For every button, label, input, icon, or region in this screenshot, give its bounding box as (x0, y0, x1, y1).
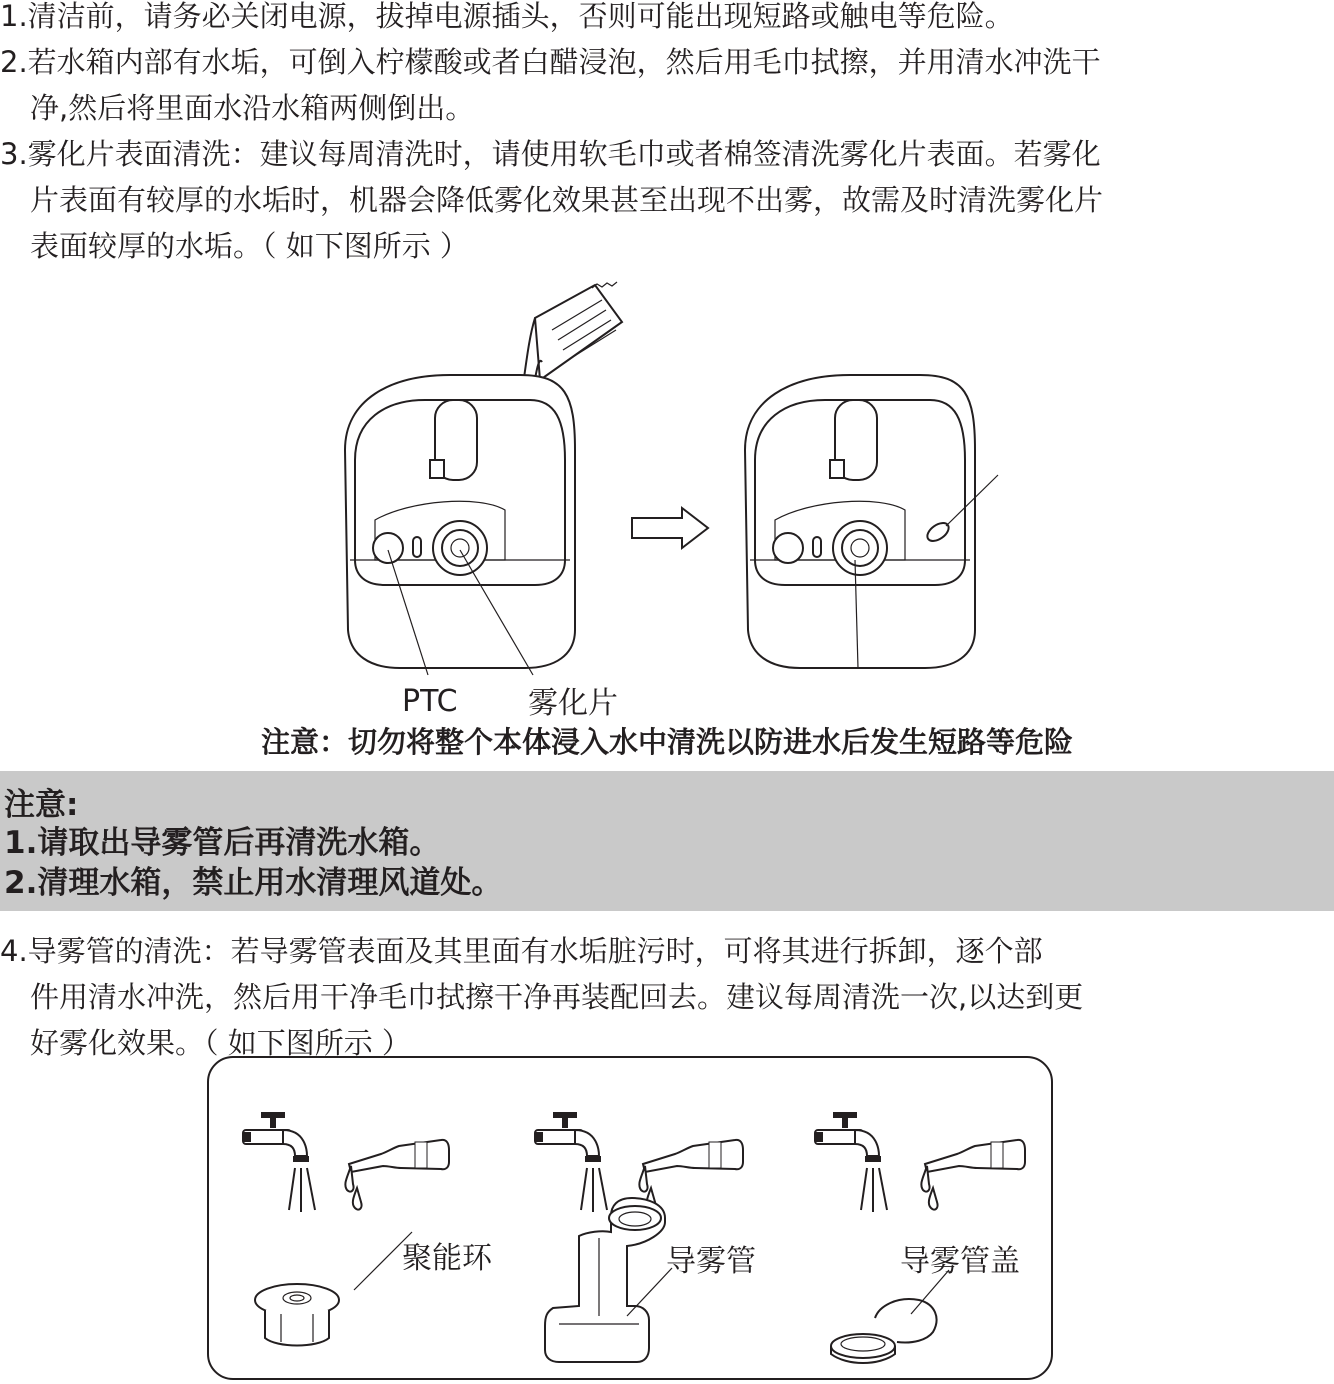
step-2-line-1: 2.若水箱内部有水垢，可倒入柠檬酸或者白醋浸泡，然后用毛巾拭擦，并用清水冲洗干 (0, 45, 1101, 79)
vinegar-bottle-icon (639, 1140, 743, 1210)
tank-cleaning-illustration (330, 270, 1010, 690)
step-4-line-1: 4.导雾管的清洗：若导雾管表面及其里面有水垢脏污时，可将其进行拆卸，逐个部 (0, 934, 1043, 968)
mist-tube-cover-label: 导雾管盖 (900, 1244, 1020, 1279)
vinegar-bottle-icon (345, 1140, 449, 1210)
step-4-line-2: 件用清水冲洗，然后用干净毛巾拭擦干净再装配回去。建议每周清洗一次,以达到更 (30, 980, 1084, 1014)
ptc-label: PTC (402, 684, 458, 719)
step-3-line-3: 表面较厚的水垢。（ 如下图所示 ） (30, 229, 469, 263)
faucet-icon (815, 1112, 887, 1212)
notice-title: 注意: (4, 787, 79, 823)
step-4-line-3: 好雾化效果。（ 如下图所示 ） (30, 1026, 411, 1060)
step-1-line-1: 1.清洁前，请务必关闭电源，拔掉电源插头，否则可能出现短路或触电等危险。 (0, 0, 1014, 33)
notice-box (0, 771, 1334, 911)
energy-ring-part (255, 1232, 412, 1346)
atomizer-label: 雾化片 (528, 686, 618, 721)
step-3-line-2: 片表面有较厚的水垢时，机器会降低雾化效果甚至出现不出雾，故需及时清洗雾化片 (30, 183, 1104, 217)
arrow-right-icon (632, 508, 708, 548)
faucet-icon (243, 1112, 315, 1212)
mist-tube-label: 导雾管 (666, 1244, 756, 1279)
notice-item-1: 1.请取出导雾管后再清洗水箱。 (4, 825, 441, 861)
vinegar-bottle-icon (921, 1140, 1025, 1210)
tank-left (345, 375, 575, 675)
tank-right (745, 375, 998, 668)
parts-illustration (207, 1056, 1053, 1380)
cleaning-steps (0, 0, 1334, 269)
faucet-icon (535, 1112, 607, 1212)
step-3-line-1: 3.雾化片表面清洗：建议每周清洗时，请使用软毛巾或者棉签清洗雾化片表面。若雾化 (0, 137, 1101, 171)
mist-tube-cover-part (831, 1270, 949, 1363)
warning-text: 注意：切勿将整个本体浸入水中清洗以防进水后发生短路等危险 (260, 725, 1073, 759)
step-4 (0, 928, 1334, 1066)
mist-tube-part (545, 1198, 672, 1362)
step-2-line-2: 净,然后将里面水沿水箱两侧倒出。 (30, 91, 475, 125)
energy-ring-label: 聚能环 (402, 1241, 492, 1276)
notice-item-2: 2.清理水箱，禁止用水清理风道处。 (4, 865, 503, 901)
